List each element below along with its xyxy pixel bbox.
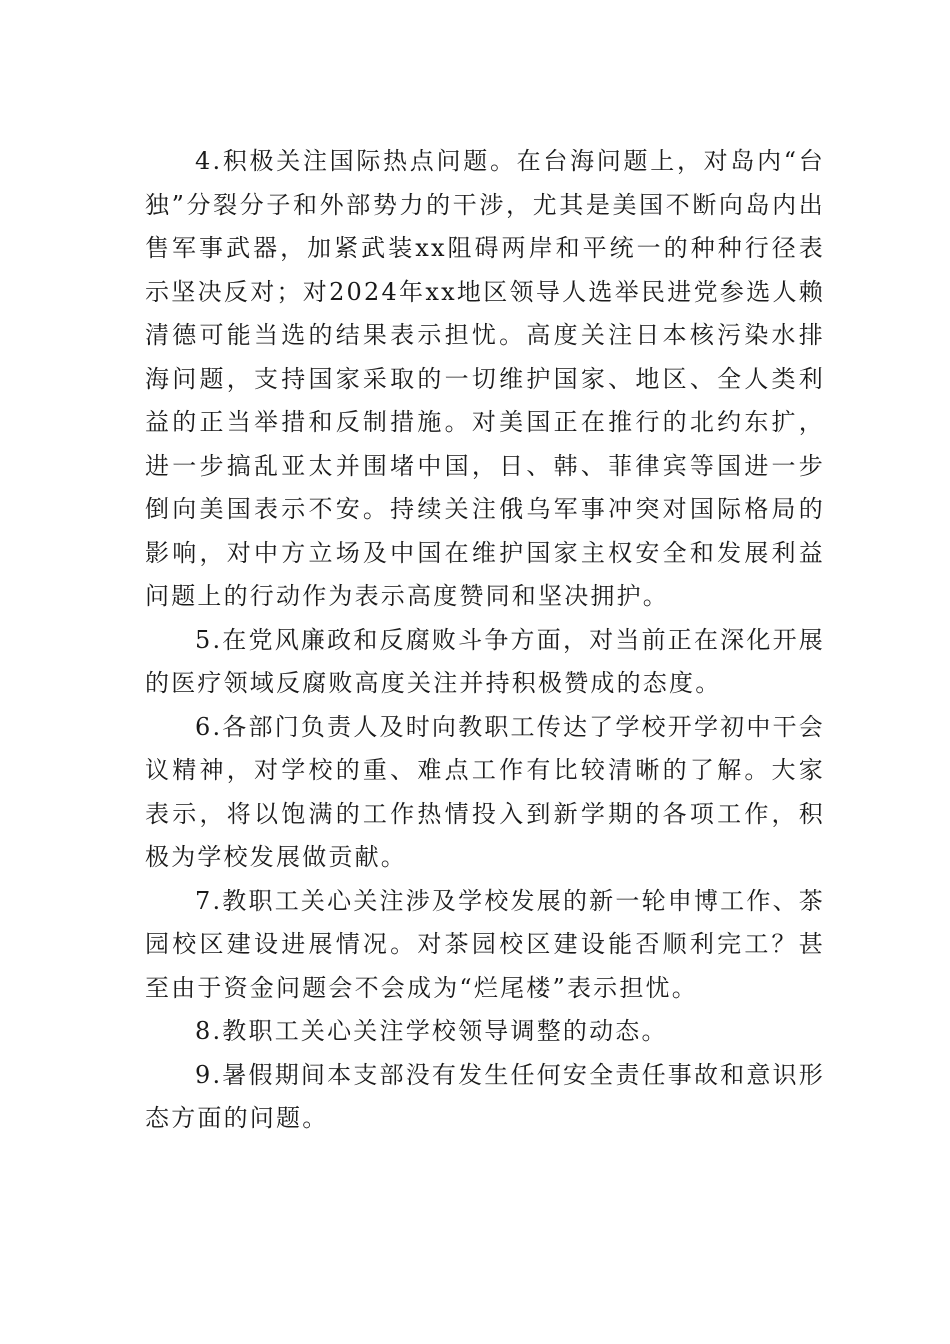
paragraph-item-8: 8.教职工关心关注学校领导调整的动态。 — [195, 1017, 668, 1045]
paragraph-item-6: 6.各部门负责人及时向教职工传达了学校开学初中干会议精神，对学校的重、难点工作有比较清晰的了解。大家表示，将以饱满的工作热情投入到新学期的各项工作，积极为学校发展做贡献。 — [145, 712, 825, 871]
paragraph-item-5: 5.在党风廉政和反腐败斗争方面，对当前正在深化开展的医疗领域反腐败高度关注并持积极赞成的态度。 — [145, 625, 825, 697]
paragraph-item-4: 4.积极关注国际热点问题。在台海问题上，对岛内“台独”分裂分子和外部势力的干涉，尤其是美国不断向岛内出售军事武器，加紧武装xx阻碍两岸和平统一的种种行径表示坚决反对；对2024年xx地区领导人选举民进党参选人赖清德可能当选的结果表示担忧。高度关注日本核污染水排海问题，支持国家采取的一切维护国家、地区、全人类利益的正当举措和反制措施。对美国正在推行的北约东扩，进一步搞乱亚太并围堵中国，日、韩、菲律宾等国进一步倒向美国表示不安。持续关注俄乌军事冲突对国际格局的影响，对中方立场及中国在维护国家主权安全和发展利益问题上的行动作为表示高度赞同和坚决拥护。 — [145, 147, 825, 610]
paragraph-item-9: 9.暑假期间本支部没有发生任何安全责任事故和意识形态方面的问题。 — [145, 1060, 825, 1132]
paragraph-item-7: 7.教职工关心关注涉及学校发展的新一轮申博工作、茶园校区建设进展情况。对茶园校区建设能否顺利完工？甚至由于资金问题会不会成为“烂尾楼”表示担忧。 — [145, 886, 825, 1002]
document-body — [145, 140, 825, 1141]
